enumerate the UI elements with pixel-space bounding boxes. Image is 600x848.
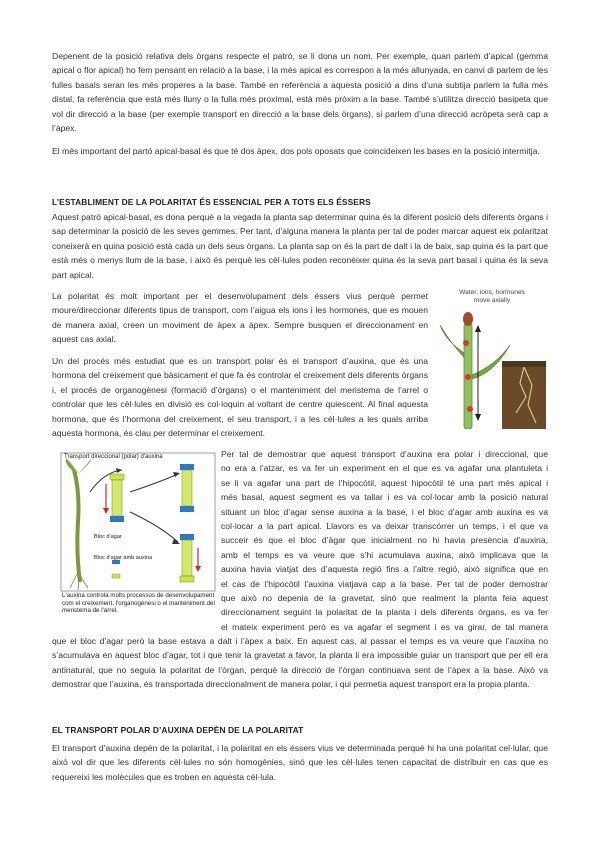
- experiment-line: succeir és que el bloc d’àgar que inicialment no hi havia presència d’auxina,: [221, 535, 548, 546]
- experiment-line: més basal, aquest segment es va tallar i es va col·locar amb la posició natural: [221, 492, 548, 503]
- experiment-line: que això no depenia de la gravetat, sinó que realment la planta feia aquest: [221, 593, 548, 604]
- experiment-line: auxina havia viatjat des d’aquesta regió fins a l’altre regió, això significa que en: [221, 564, 548, 575]
- label-bloc-agar: Bloc d'agar: [94, 534, 122, 540]
- paragraph-auxin-transport: Un del procés més estudiat que es un transport polar és el transport d’auxina, que és una hormona del creixement que bàsicament el que fa és controlar el creixement dels diferents òrgans i, el procés de organogènesi (formació d’òrgans) o el manteniment del meristema de l’arrel o controlar que les cèl·lules en divisió es col·loquin al voltant de centre quiescent. Al final aquesta hormona, que és l’hormona del creixement, el seu transport, i a les cèl·lules a les quals arriba aquesta hormona, és clau per determinar el creixement.: [52, 356, 428, 439]
- experiment-line: el mateix experiment però es va agafar el segment i es va girar, de tal manera: [221, 621, 548, 632]
- experiment-line: col·locar a la part apical. Llavors es va deixar transcórrer un temps, i el que va: [221, 521, 548, 532]
- heading-polarity-essential: L’ESTABLIMENT DE LA POLARITAT ÉS ESSENCIAL PER A TOTS ELS ÉSSERS: [52, 197, 371, 207]
- experiment-line: situant un bloc d’agar sense auxina a la base, i el bloc d’agar amb auxina es va: [221, 506, 548, 517]
- plant-illustration: [436, 305, 548, 429]
- paragraph-relative-position: Depenent de la posició relativa dels òrgans respecte el patró, se li dona un nom. Per exemple, quan parlem d’apical (gemma apical o flor apical) ho fem pensant en relació a la base, i la més apical es correspon a la més allunyada, en canvi di parlem de les fulles basals seran les més properes a la base. També en referència a aquesta posició a dins d’una subtija parlem la fulla més distal, fa referència que està més lluny o la fulla més proximal, està més pròxim a la base. També s’utilitza direcció basipeta que vol dir direcció a la base (per exemple transport en direcció a la base dels òrgans), si parlem d’una direcció acròpeta serà cap a l’àpex.: [52, 51, 548, 134]
- experiment-line: no era a l’atzar, es va fer un experiment en el que es va agafar una plantuleta i: [221, 463, 548, 474]
- experiment-line: Per tal de demostrar que aquest transport d’auxina era polar i direccional, que: [221, 449, 548, 459]
- heading-polar-transport: EL TRANSPORT POLAR D’AUXINA DEPÈN DE LA POLARITAT: [52, 725, 304, 735]
- paragraph-cell-polarity: El transport d’auxina depèn de la polaritat, i la polaritat en els éssers vius ve determinada perquè hi ha una polaritat cel·lular, que això vol dir que les diferents cèl·lules no són homogènies, sinó que les cèl·lules tenen capacitat de distribuir en cas que es requereixi les molècules que es troben en aquesta cèl·lula.: [52, 743, 548, 782]
- figure-auxin-caption: L'auxina controla molts processos de desenvolupament com el creixement, l'organogènesi o el manteniment del meristema de l'arrel.: [62, 592, 215, 615]
- paragraph-polarity-transport: La polaritat és molt important per el desenvolupament dels éssers vius perquè permet moure/direccionar diferents tipus de transport, com l’aigua els ions i les hormones, que es mouen de manera axial, creen un moviment de àpex a àpex. Sempre busquen el direccionament en aquest cas axial.: [52, 291, 428, 345]
- paragraph-apical-basal-pattern: Aquest patró apical-basal, es dona perquè a la vegada la planta sap determinar quina és la diferent posició dels diferents òrgans i sap determinar la posició de les seves gemmes. Per tant, d’alguna manera la planta per tal de poder marcar aquest eix polaritzat coneixerà en quina posició està cada un dels seus òrgans. La planta sap on és la part de dalt i la de baix, sap quina és la part que està més o menys llum de la base, i això és perquè les cèl·lules poden reconèixer quina és la seva part basal i quina és la seva part apical.: [52, 212, 548, 280]
- paragraph-experiment-rest: que el bloc d’agar però la base estava a dalt i l’àpex a baix. En aquest cas, al passar el temps es va veure que l’auxina no s’acumulava en aquest bloc d’agar, tot i que tenir la gravetat a favor, la planta li era impossible guiar un transport que per ell era antinatural, que no seguia la polaritat de l’òrgan, perquè la direcció de l’òrgan continuava sent de l’àpex a la base. Això va demostrar que l’auxina, és transportada direccionalment de manera polar, i qui permetia aquest transport era la propia planta.: [52, 636, 548, 690]
- label-bloc-agar-auxina: Bloc d'agar amb auxina: [94, 555, 153, 561]
- figure-auxin-experiment: [60, 452, 216, 624]
- experiment-line: se li va agafar una part de l’hipocòtil, aquest hipocòtil té una part més apical i: [221, 477, 548, 488]
- experiment-line: amb el temps es va veure que s’hi acumulava auxina, això implicava que la: [221, 549, 548, 560]
- figure-axial-label-line2: move axially: [473, 297, 511, 304]
- paragraph-experiment-lines: [221, 447, 548, 634]
- figure-axial-label-line1: Water, ions, hormones: [459, 289, 525, 296]
- figure-auxin-title: Transport direccional (polar) d'auxina: [64, 454, 163, 460]
- figure-axial-transport: [436, 289, 548, 431]
- experiment-line: direccionament seguint la polaritat de la planta i dels diferents òrgans, es va fer: [221, 607, 548, 618]
- paragraph-two-apexes: El més important del partó apical-basal és que té dos àpex, dos pols oposats que coincideixen les bases en la posició intermitja.: [52, 146, 540, 156]
- experiment-line: el cas de l’hipocòtil l’auxina viatjava cap a la base. Per tal de poder demostrar: [221, 578, 548, 589]
- auxin-experiment-diagram: [60, 452, 216, 592]
